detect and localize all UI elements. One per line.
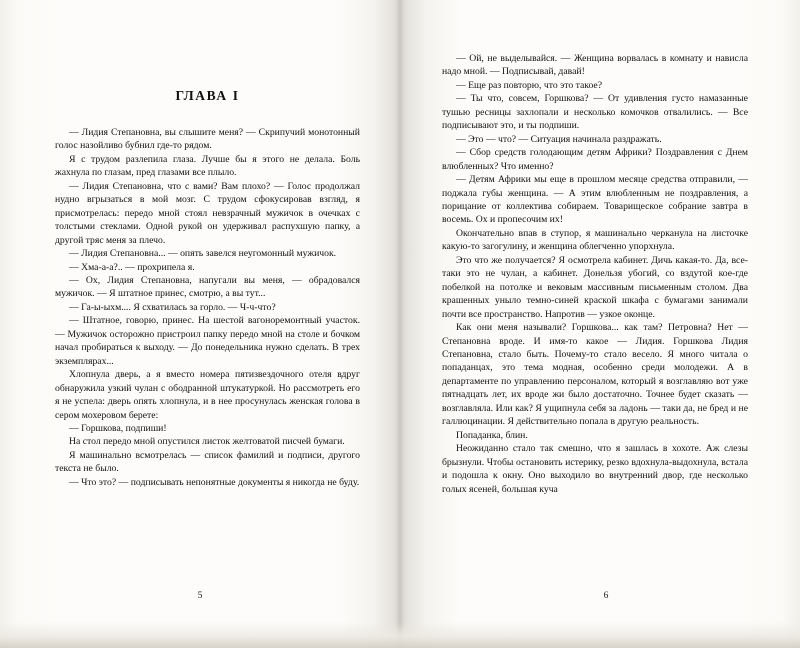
paragraph: Я с трудом разлепила глаза. Лучше бы я этого не делала. Боль жахнула по глазам, пред глазами все плыло. (55, 153, 360, 179)
paragraph: — Ох, Лидия Степановна, напугали вы меня, — обрадовался мужичок. — Я штатное принес, смотрю, а вы тут... (55, 274, 360, 300)
right-page (400, 0, 800, 648)
paragraph: Я машинально всмотрелась — список фамилий и подписи, другого текста не было. (55, 449, 360, 475)
paragraph: — Лидия Степановна... — опять завелся неугомонный мужичок. (69, 248, 337, 260)
paragraph: Окончательно впав в ступор, я машинально черканула на листочке какую-то загогулину, и женщина облегченно упорхнула. (442, 227, 748, 253)
right-page-text-column (442, 0, 748, 496)
paragraph: — Сбор средств голодающим детям Африки? Поздравления с Днем влюбленных? Что именно? (442, 147, 748, 172)
paragraph: — Что это? — подписывать непонятные документы я никогда не буду. (69, 476, 360, 488)
paragraph: — Ой, не выделывайся. — Женщина ворвалась в комнату и нависла надо мной. — Подписывай, давай! (442, 53, 748, 78)
chapter-title: ГЛАВА I (175, 88, 240, 103)
paragraph: — Штатное, говорю, принес. На шестой вагоноремонтный участок. — Мужичок осторожно пристроил папку передо мной на столе и бочком начал пробираться к выходу. — До понедельника нужно сделать. В трех экземплярах... (55, 315, 360, 367)
page-number: 6 (603, 591, 609, 601)
paragraph: — Га-ы-ыхм.... Я схватилась за горло. — Ч-ч-что? (69, 301, 276, 313)
paragraph: — Горшкова, подпиши! (69, 422, 167, 434)
paragraph: Как они меня называли? Горшкова... как там? Петровна? Нет — Степановна вроде. И имя-то какое — Лидия. Горшкова Лидия Степановна, стало быть. Почему-то стало весело. Я много читала о попаданцах, это тема модная, особенно среди молодежи. А в департаменте по управлению персоналом, который я возглавляю вот уже пятнадцать лет, их вроде жи было достаточно. Точнее будет сказать — возглавляла. Или как? Я ущипнула себя за ладонь — таки да, не бред и не галлюцинации. Я действительно попала в другую реальность. (442, 322, 748, 428)
paragraph: — Лидия Степановна, что с вами? Вам плохо? — Голос продолжал нудно вгрызаться в мой мозг. С трудом сфокусировав взгляд, я присмотрелась: передо мной стоял невзрачный мужичок в очечках с толстыми стеклами. Одной рукой он удерживал распухшую папку, а другой тряс меня за плечо. (55, 180, 360, 246)
paragraph: Хлопнула дверь, а я вместо номера пятизвездочного отеля вдруг обнаружила узкий чулан с ободранной штукатуркой. Но рассмотреть его я не успела: дверь опять хлопнула, и в нее просунулась женская голова в сером мохеровом берете: (55, 369, 360, 421)
left-page-text-column (55, 0, 360, 489)
page-number: 5 (197, 591, 203, 601)
paragraph: — Еще раз повторю, что это такое? (456, 79, 603, 91)
paragraph: Это что же получается? Я осмотрела кабинет. Дичь какая-то. Да, все-таки это не чулан, а кабинет. Донельзя убогий, со вздутой кое-где побелкой на потолке и вековым массивным письменным столом. Два крашенных уныло темно-синей краской шкафа с бумагами занимали почти все пространство. Напротив — узкое оконце. (442, 254, 748, 320)
paragraph: — Это — что? — Ситуация начинала раздражать. (456, 133, 662, 145)
paragraph: — Детям Африки мы еще в прошлом месяце средства отправили, — поджала губы женщина. — А этим влюбленным не поздравления, а порицание от коллектива собираем. Товарищеское собрание завтра в восемь. Ох и пропесочим их! (442, 174, 748, 226)
paragraph: — Лидия Степановна, вы слышите меня? — Скрипучий монотонный голос назойливо бубнил где-то рядом. (55, 127, 360, 152)
paragraph: — Ты что, совсем, Горшкова? — От удивления густо намазанные тушью ресницы захлопали и несколько комочков отвалились. — Все подписывают это, и ты подпиши. (442, 93, 748, 132)
paragraph: — Хма-а-а?.. — прохрипела я. (69, 261, 195, 273)
paragraph: На стол передо мной опустился листок желтоватой писчей бумаги. (69, 436, 345, 448)
paragraph: Неожиданно стало так смешно, что я зашлась в хохоте. Аж слезы брызнули. Чтобы остановить истерику, резко вдохнула-выдохнула, встала и подошла к окну. Оно выходило во внутренний двор, где несколько голых ясеней, большая куча (442, 443, 748, 495)
paragraph: Попаданка, блин. (456, 429, 528, 441)
page-bottom-edge (0, 622, 800, 648)
